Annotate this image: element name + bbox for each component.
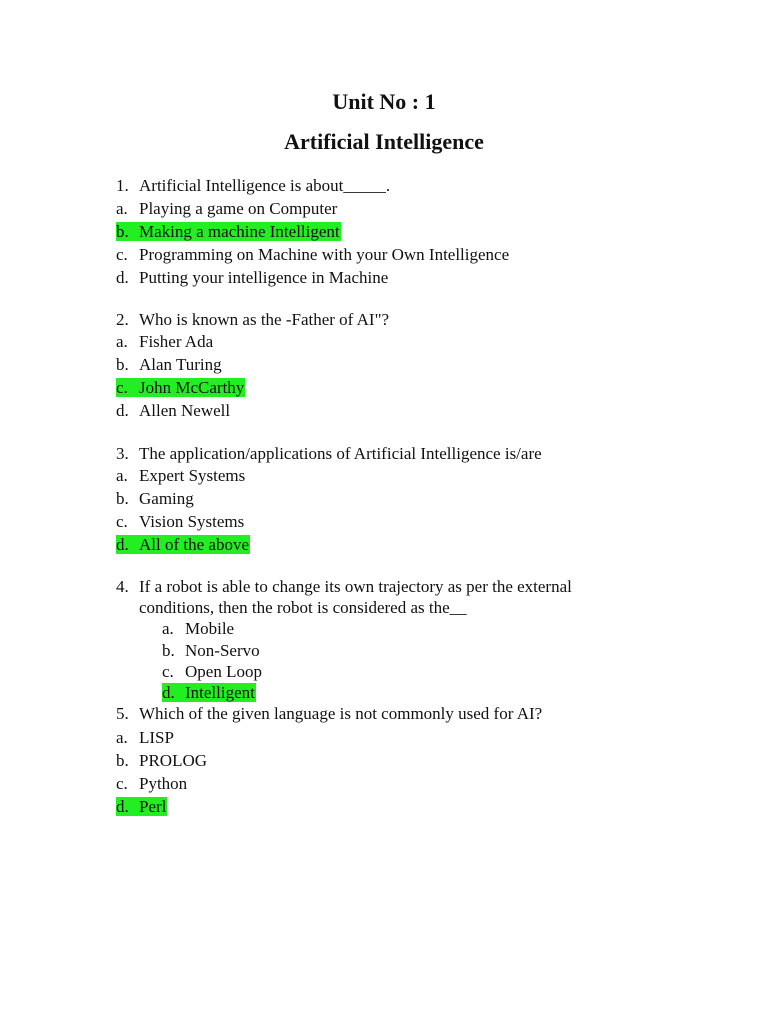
option-letter: c. <box>162 662 174 681</box>
option-letter: d. <box>116 535 129 554</box>
correct-answer-highlight <box>116 535 250 554</box>
option-text: All of the above <box>139 535 249 554</box>
question-number: 1. <box>116 176 129 195</box>
option-letter: d. <box>116 797 129 816</box>
option-letter: b. <box>116 489 129 508</box>
question-text: Artificial Intelligence is about_____. <box>139 176 391 195</box>
question-1-option-b-correct <box>116 221 341 242</box>
question-3-option-c <box>116 511 244 532</box>
question-1-option-d <box>116 267 388 288</box>
option-text: Allen Newell <box>139 401 231 420</box>
question-2-option-c-correct <box>116 377 245 398</box>
correct-answer-highlight <box>162 683 256 702</box>
question-2 <box>116 309 389 330</box>
question-5-option-d-correct <box>116 796 167 817</box>
option-letter: d. <box>162 683 175 702</box>
question-number: 5. <box>116 704 129 723</box>
option-text: Intelligent <box>185 683 255 702</box>
option-letter: c. <box>116 378 128 397</box>
question-5-option-b <box>116 750 207 771</box>
option-text: John McCarthy <box>139 378 245 397</box>
option-letter: a. <box>116 728 128 747</box>
question-text-line-2: conditions, then the robot is considered as the__ <box>139 598 467 617</box>
option-text: Playing a game on Computer <box>139 199 338 218</box>
option-text: Vision Systems <box>139 512 245 531</box>
option-letter: b. <box>116 222 129 241</box>
option-letter: b. <box>116 751 129 770</box>
option-text: Perl <box>139 797 167 816</box>
option-text: Putting your intelligence in Machine <box>139 268 389 287</box>
unit-title: Unit No : 1 <box>332 89 436 114</box>
question-2-option-d <box>116 400 230 421</box>
question-1-option-a <box>116 198 337 219</box>
option-text: Making a machine Intelligent <box>139 222 340 241</box>
question-1 <box>116 175 390 196</box>
question-number: 2. <box>116 310 129 329</box>
question-5 <box>116 703 542 724</box>
question-4 <box>116 576 572 597</box>
question-2-option-b <box>116 354 222 375</box>
question-text: Which of the given language is not commonly used for AI? <box>139 704 543 723</box>
option-text: Non-Servo <box>185 641 260 660</box>
option-text: Gaming <box>139 489 194 508</box>
option-text: Open Loop <box>185 662 262 681</box>
question-4-option-c <box>162 661 262 682</box>
question-1-option-c <box>116 244 509 265</box>
correct-answer-highlight <box>116 797 167 816</box>
question-5-option-c <box>116 773 187 794</box>
option-letter: a. <box>116 199 128 218</box>
question-text-line-1: If a robot is able to change its own trajectory as per the external <box>139 577 572 596</box>
question-5-option-a <box>116 727 174 748</box>
question-text: The application/applications of Artificial Intelligence is/are <box>139 444 542 463</box>
option-letter: d. <box>116 268 129 287</box>
option-text: Mobile <box>185 619 235 638</box>
option-letter: c. <box>116 774 128 793</box>
option-letter: d. <box>116 401 129 420</box>
option-letter: c. <box>116 245 128 264</box>
question-3 <box>116 443 542 464</box>
option-text: Alan Turing <box>139 355 222 374</box>
question-4-option-d-correct <box>162 682 256 703</box>
question-3-option-a <box>116 465 245 486</box>
question-4-option-a <box>162 618 234 639</box>
correct-answer-highlight <box>116 222 341 241</box>
correct-answer-highlight <box>116 378 245 397</box>
question-number: 4. <box>116 577 129 596</box>
option-text: Fisher Ada <box>139 332 214 351</box>
question-3-option-b <box>116 488 194 509</box>
question-2-option-a <box>116 331 213 352</box>
option-text: PROLOG <box>139 751 208 770</box>
option-letter: a. <box>162 619 174 638</box>
option-letter: c. <box>116 512 128 531</box>
option-text: Expert Systems <box>139 466 246 485</box>
option-text: Programming on Machine with your Own Intelligence <box>139 245 510 264</box>
option-text: LISP <box>139 728 174 747</box>
question-3-option-d-correct <box>116 534 250 555</box>
question-4-continued <box>139 597 467 618</box>
option-text: Python <box>139 774 188 793</box>
option-letter: b. <box>162 641 175 660</box>
question-4-option-b <box>162 640 260 661</box>
question-number: 3. <box>116 444 129 463</box>
option-letter: b. <box>116 355 129 374</box>
option-letter: a. <box>116 466 128 485</box>
subject-title: Artificial Intelligence <box>284 129 484 154</box>
question-text: Who is known as the -Father of AI"? <box>139 310 390 329</box>
option-letter: a. <box>116 332 128 351</box>
